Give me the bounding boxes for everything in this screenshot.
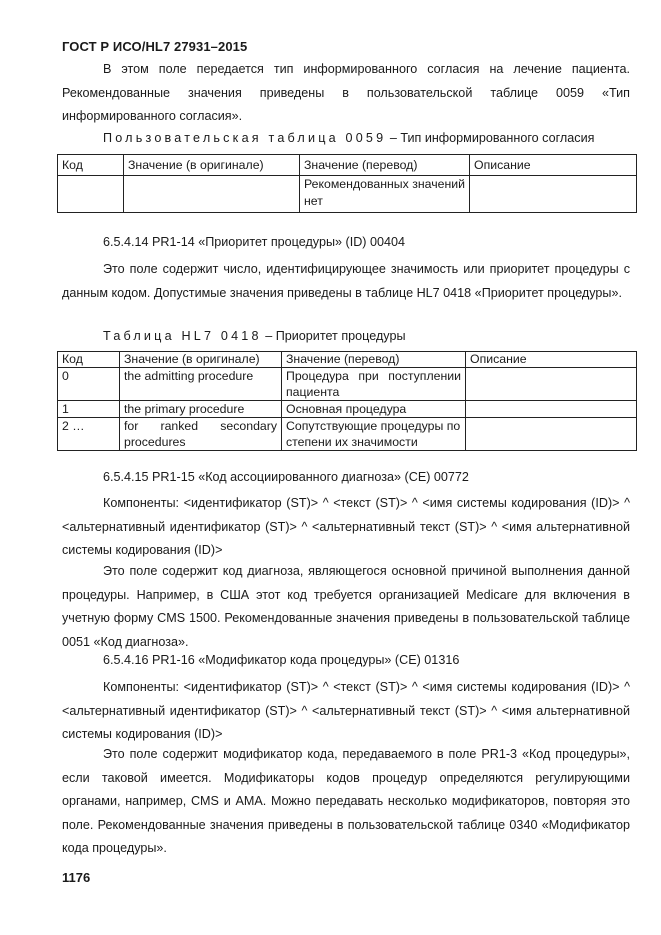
table-cell <box>466 401 637 418</box>
table-cell: the admitting procedure <box>120 368 282 401</box>
table-cell: the primary procedure <box>120 401 282 418</box>
table1-caption <box>103 131 594 145</box>
table-cell <box>124 176 300 213</box>
section-heading-pr1-15: 6.5.4.15 PR1-15 «Код ассоциированного диагноза» (CE) 00772 <box>103 470 469 484</box>
table2-caption-label: Таблица HL7 0418 <box>103 329 262 343</box>
table-cell <box>466 368 637 401</box>
table-cell: for ranked secondary procedures <box>120 418 282 451</box>
paragraph-pr1-16-components: Компоненты: <идентификатор (ST)> ^ <текст (ST)> ^ <имя системы кодирования (ID)> ^ <альтернативный идентификатор (ST)> ^ <альтернативный текст (ST)> ^ <имя альтернативной системы кодирования (ID)> <box>62 680 630 741</box>
table-hl7-0418 <box>57 351 637 451</box>
paragraph-pr1-15-components: Компоненты: <идентификатор (ST)> ^ <текст (ST)> ^ <имя системы кодирования (ID)> ^ <альтернативный идентификатор (ST)> ^ <альтернативный текст (ST)> ^ <имя альтернативной системы кодирования (ID)> <box>62 496 630 557</box>
table-cell: Основная процедура <box>282 401 466 418</box>
section-heading-pr1-16: 6.5.4.16 PR1-16 «Модификатор кода процедуры» (CE) 01316 <box>103 653 460 667</box>
column-header: Описание <box>466 352 637 368</box>
column-header: Код <box>58 352 120 368</box>
table1-caption-label: Пользовательская таблица 0059 <box>103 131 387 145</box>
table-row <box>58 368 637 401</box>
section-heading-pr1-14: 6.5.4.14 PR1-14 «Приоритет процедуры» (ID) 00404 <box>103 235 406 249</box>
table-cell: 1 <box>58 401 120 418</box>
table-cell: Процедура при поступлении пациента <box>282 368 466 401</box>
table1-caption-title: – Тип информированного согласия <box>386 131 595 145</box>
table-cell <box>470 176 637 213</box>
table-row <box>58 176 637 213</box>
column-header: Значение (перевод) <box>282 352 466 368</box>
paragraph-pr1-15: Это поле содержит код диагноза, являющегося основной причиной выполнения данной процедуры. Например, в США этот код требуется организацией Medicare для включения в учетную форму CMS 1500. Рекомендованные значения приведены в пользовательской таблице 0051 «Код диагноза». <box>62 564 630 649</box>
column-header: Код <box>58 155 124 176</box>
table-cell: Рекомендованных значений нет <box>300 176 470 213</box>
column-header: Описание <box>470 155 637 176</box>
table-header-row <box>58 155 637 176</box>
table-cell: 2 … <box>58 418 120 451</box>
paragraph-pr1-14: Это поле содержит число, идентифицирующее значимость или приоритет процедуры с данным кодом. Допустимые значения приведены в таблице HL7 0418 «Приоритет процедуры». <box>62 262 630 300</box>
table2-caption <box>103 329 406 343</box>
column-header: Значение (перевод) <box>300 155 470 176</box>
table-row <box>58 401 637 418</box>
table-cell <box>466 418 637 451</box>
page-number: 1176 <box>62 870 91 885</box>
paragraph-pr1-16: Это поле содержит модификатор кода, передаваемого в поле PR1-3 «Код процедуры», если таковой имеется. Модификаторы кодов процедур определяются регулирующими органами, например, CMS и AMA. Можно передавать несколько модификаторов, повторяя это поле. Рекомендованные значения приведены в пользовательской таблице 0340 «Модификатор кода процедуры». <box>62 747 630 855</box>
page-header: ГОСТ Р ИСО/HL7 27931–2015 <box>62 39 248 54</box>
table-cell: Сопутствующие процедуры по степени их значимости <box>282 418 466 451</box>
table-row <box>58 418 637 451</box>
table-cell <box>58 176 124 213</box>
table-cell: 0 <box>58 368 120 401</box>
table-0059 <box>57 154 637 213</box>
column-header: Значение (в оригинале) <box>120 352 282 368</box>
column-header: Значение (в оригинале) <box>124 155 300 176</box>
table2-caption-title: – Приоритет процедуры <box>261 329 406 343</box>
paragraph-consent-type: В этом поле передается тип информированного согласия на лечение пациента. Рекомендованные значения приведены в пользовательской таблице 0059 «Тип информированного согласия». <box>62 62 630 123</box>
table-header-row <box>58 352 637 368</box>
